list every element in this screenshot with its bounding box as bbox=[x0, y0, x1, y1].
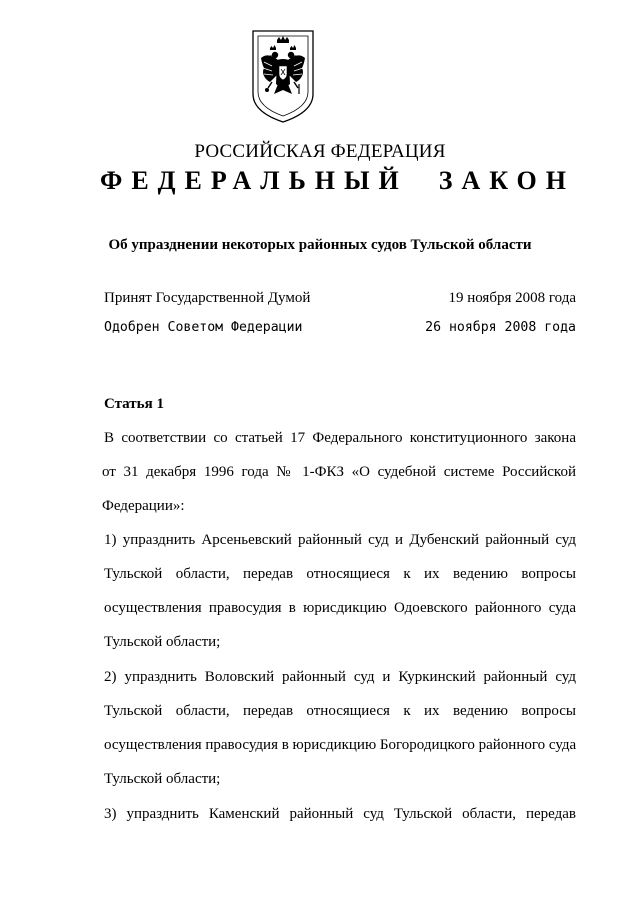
country-heading: РОССИЙСКАЯ ФЕДЕРАЦИЯ bbox=[194, 141, 446, 162]
article-item-3 bbox=[104, 797, 576, 831]
paragraph-line: Тульской области, передав относящиеся к их ведению вопросы bbox=[104, 703, 576, 719]
article-item-1 bbox=[104, 523, 576, 659]
duma-adoption-label: Принят Государственной Думой bbox=[104, 290, 311, 306]
paragraph-line: Тульской области; bbox=[104, 771, 221, 787]
paragraph-line: осуществления правосудия в юрисдикцию Одоевского районного суда bbox=[104, 600, 576, 616]
council-approval-label: Одобрен Советом Федерации bbox=[104, 320, 303, 335]
paragraph-line: 1) упразднить Арсеньевский районный суд и Дубенский районный суд bbox=[104, 532, 576, 548]
paragraph-line: Тульской области, передав относящиеся к их ведению вопросы bbox=[104, 566, 576, 582]
council-approval-row bbox=[104, 320, 576, 335]
coat-of-arms-emblem bbox=[250, 28, 316, 124]
law-title: Об упразднении некоторых районных судов Тульской области bbox=[108, 237, 532, 253]
paragraph-line: от 31 декабря 1996 года № 1-ФКЗ «О судебной системе Российской bbox=[102, 464, 576, 480]
paragraph-line: Тульской области; bbox=[104, 634, 221, 650]
article-item-2 bbox=[104, 660, 576, 796]
paragraph-line: 2) упразднить Воловский районный суд и Куркинский районный суд bbox=[104, 669, 576, 685]
duma-adoption-date: 19 ноября 2008 года bbox=[448, 290, 576, 306]
article-heading: Статья 1 bbox=[104, 396, 164, 412]
paragraph-line: 3) упразднить Каменский районный суд Тульской области, передав bbox=[104, 806, 576, 822]
council-approval-date: 26 ноября 2008 года bbox=[425, 320, 576, 335]
paragraph-line: Федерации»: bbox=[102, 498, 185, 514]
paragraph-line: осуществления правосудия в юрисдикцию Богородицкого районного суда bbox=[104, 737, 577, 753]
paragraph-line: В соответствии со статьей 17 Федерального конституционного закона bbox=[104, 430, 576, 446]
duma-adoption-row bbox=[104, 290, 576, 307]
article-intro-paragraph bbox=[104, 421, 576, 523]
law-type-heading: ФЕДЕРАЛЬНЫЙ ЗАКОН bbox=[100, 166, 575, 195]
